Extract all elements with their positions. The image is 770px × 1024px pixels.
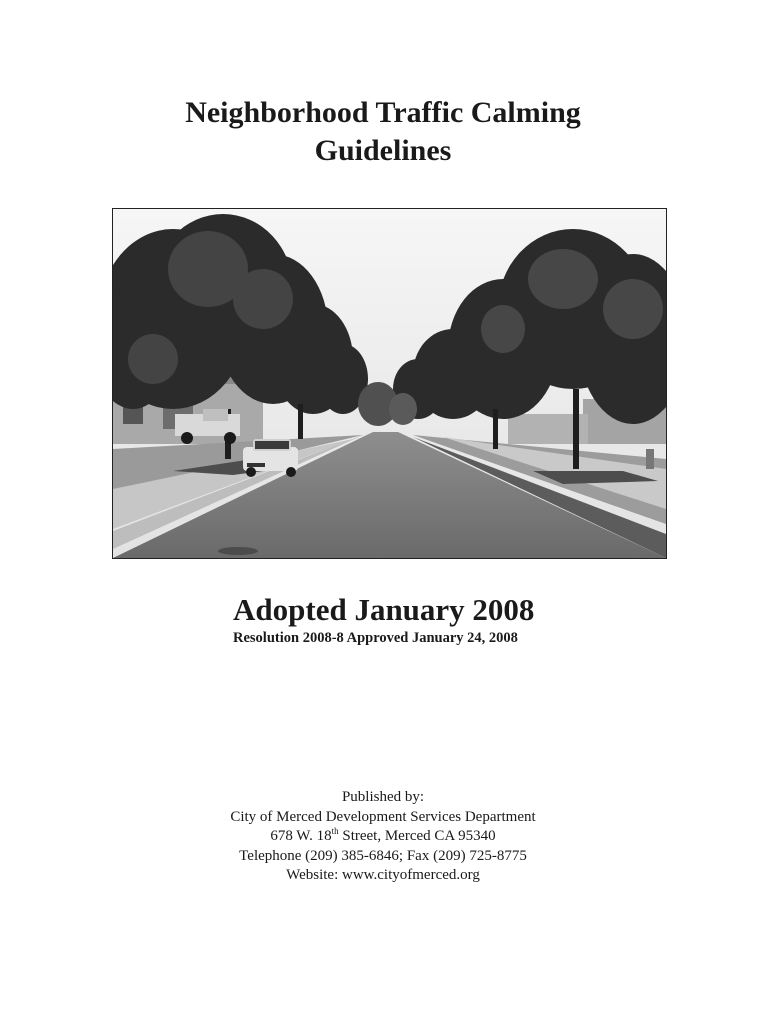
department-name: City of Merced Development Services Department — [230, 808, 536, 825]
address-ordinal: th — [331, 826, 339, 836]
website: Website: www.cityofmerced.org — [286, 867, 480, 883]
telephone-fax: Telephone (209) 385-6846; Fax (209) 725-8775 — [239, 847, 527, 864]
cover-photo — [112, 208, 667, 559]
resolution-line: Resolution 2008-8 Approved January 24, 2008 — [233, 630, 518, 646]
title-line-1: Neighborhood Traffic Calming — [185, 96, 581, 129]
address — [0, 827, 768, 847]
published-by: Published by: — [341, 789, 425, 805]
publisher-block — [0, 788, 770, 886]
address-number: 678 W. 18 — [270, 828, 332, 844]
title-line-2: Guidelines — [314, 134, 452, 167]
address-street: Street, Merced CA 95340 — [338, 828, 496, 844]
adopted-date: Adopted January 2008 — [233, 592, 535, 627]
document-title — [0, 94, 770, 170]
